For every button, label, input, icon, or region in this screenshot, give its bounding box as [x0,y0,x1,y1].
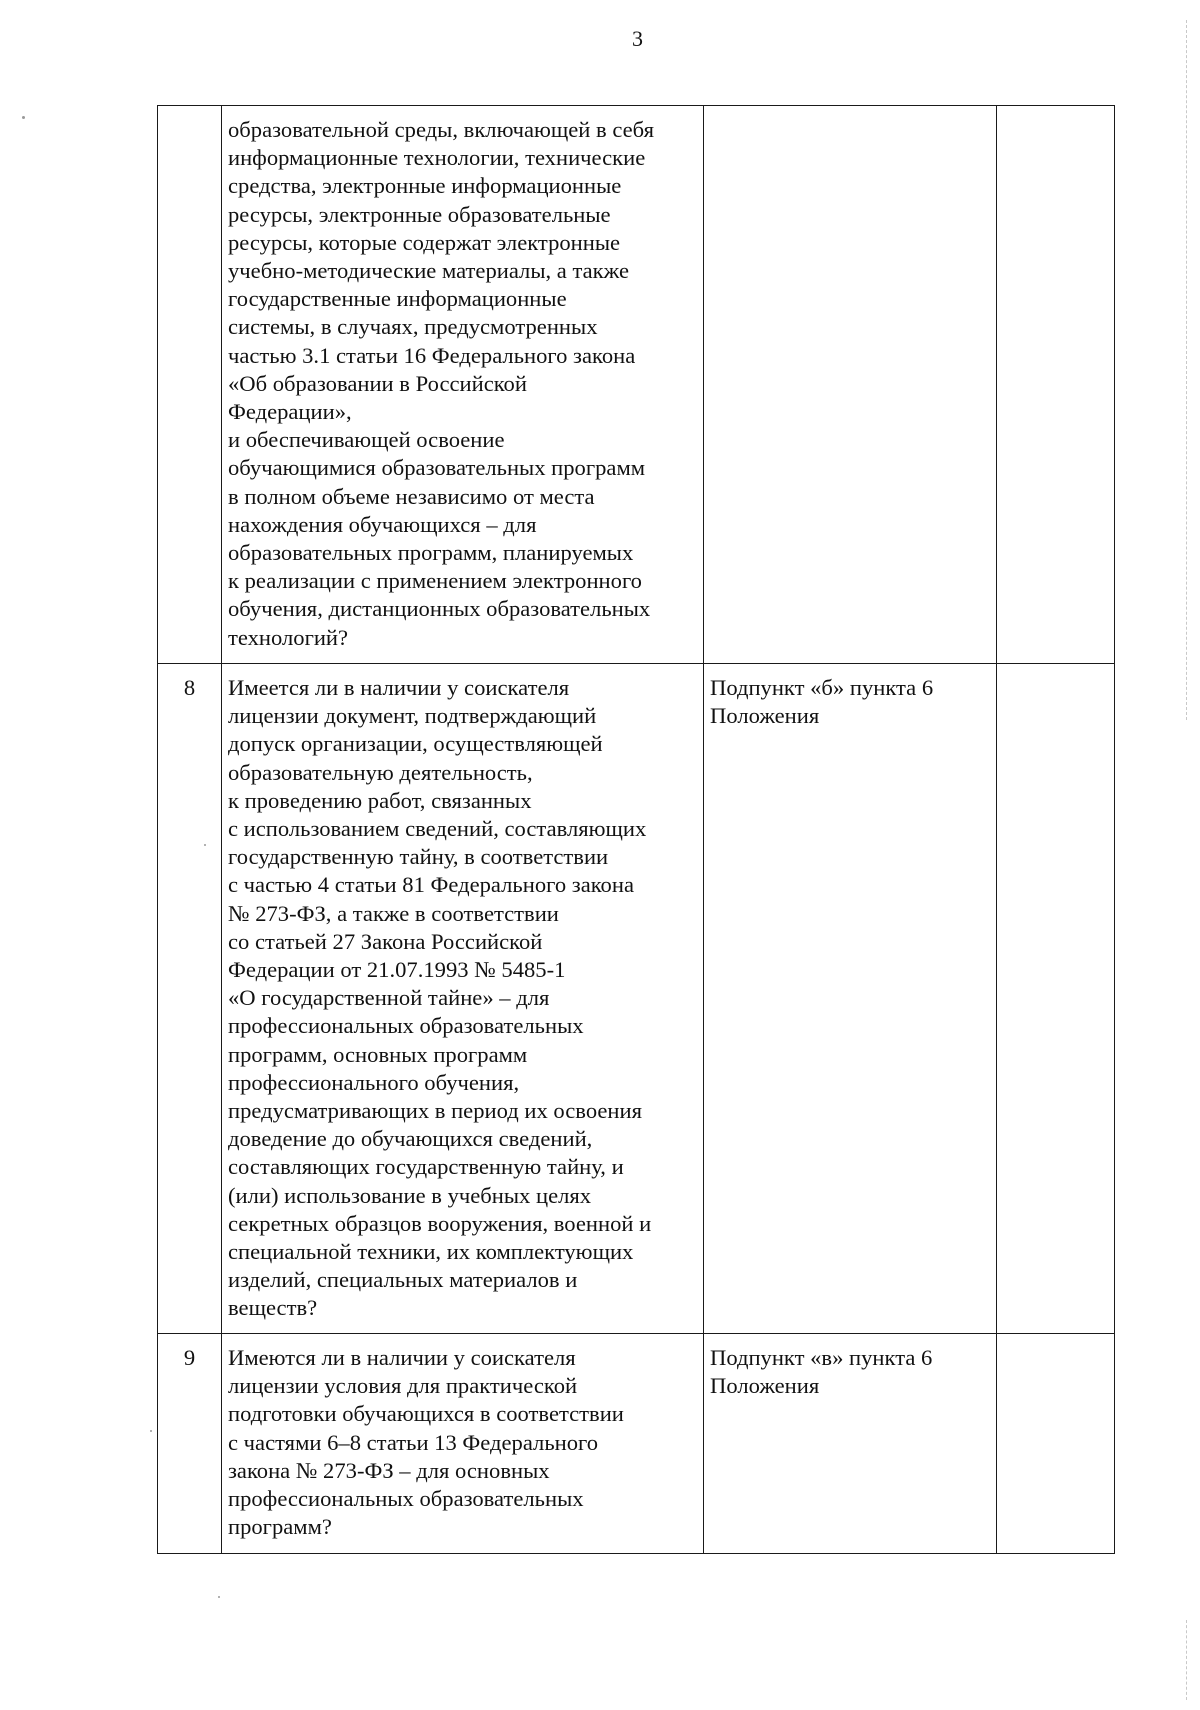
reference-cell [704,106,997,664]
row-number-cell [158,664,222,1334]
question-text: Имеется ли в наличии у соискателя лицензии документ, подтверждающий допуск организации, осуществляющей образовательную деятельность, к проведению работ, связанных с использованием сведений, составляющих государственную тайну, в соответствии с частью 4 статьи 81 Федерального закона № 273-ФЗ, а также в соответствии со статьей 27 Закона Российской Федерации от 21.07.1993 № 5485-1 «О государственной тайне» – для профессиональных образовательных программ, основных программ профессионального обучения, предусматривающих в период их освоения доведение до обучающихся сведений, составляющих государственную тайну, и (или) использование в учебных целях секретных образцов вооружения, военной и специальной техники, их комплектующих изделий, специальных материалов и веществ? [228,675,652,1321]
scan-speck [218,1596,220,1598]
row-number-cell [158,106,222,664]
question-cell [222,106,704,664]
reference-text [704,106,996,120]
scan-speck [204,844,206,846]
answer-text [997,106,1114,120]
scan-speck [22,116,25,119]
reference-cell [704,664,997,1334]
scan-edge-line [1186,1620,1187,1700]
answer-text [997,664,1114,678]
answer-text [997,1334,1114,1348]
answer-cell [997,1334,1115,1554]
row-number-cell [158,1334,222,1554]
answer-cell [997,106,1115,664]
row-number: 8 [183,675,196,700]
table-row [158,1334,1115,1554]
checklist-table [157,105,1115,1554]
reference-cell [704,1334,997,1554]
page-number: 3 [632,26,643,51]
reference-text: Подпункт «в» пункта 6 Положения [710,1345,933,1399]
scan-edge-line [1186,20,1187,720]
row-number [158,106,221,116]
scan-speck [150,1430,152,1432]
row-number: 9 [183,1345,196,1370]
reference-text: Подпункт «б» пункта 6 Положения [710,675,934,729]
question-cell [222,664,704,1334]
question-cell [222,1334,704,1554]
table-row [158,664,1115,1334]
question-text: Имеются ли в наличии у соискателя лицензии условия для практической подготовки обучающихся в соответствии с частями 6–8 статьи 13 Федерального закона № 273-ФЗ – для основных профессиональных образовательных программ? [228,1345,624,1540]
table-row [158,106,1115,664]
answer-cell [997,664,1115,1334]
question-text: образовательной среды, включающей в себя информационные технологии, технические средства, электронные информационные ресурсы, электронные образовательные ресурсы, которые содержат электронные учебно-методические материалы, а также государственные информационные системы, в случаях, предусмотренных частью 3.1 статьи 16 Федерального закона «Об образовании в Российской Федерации», и обеспечивающей освоение обучающимися образовательных программ в полном объеме независимо от места нахождения обучающихся – для образовательных программ, планируемых к реализации с применением электронного обучения, дистанционных образовательных технологий? [228,117,655,650]
